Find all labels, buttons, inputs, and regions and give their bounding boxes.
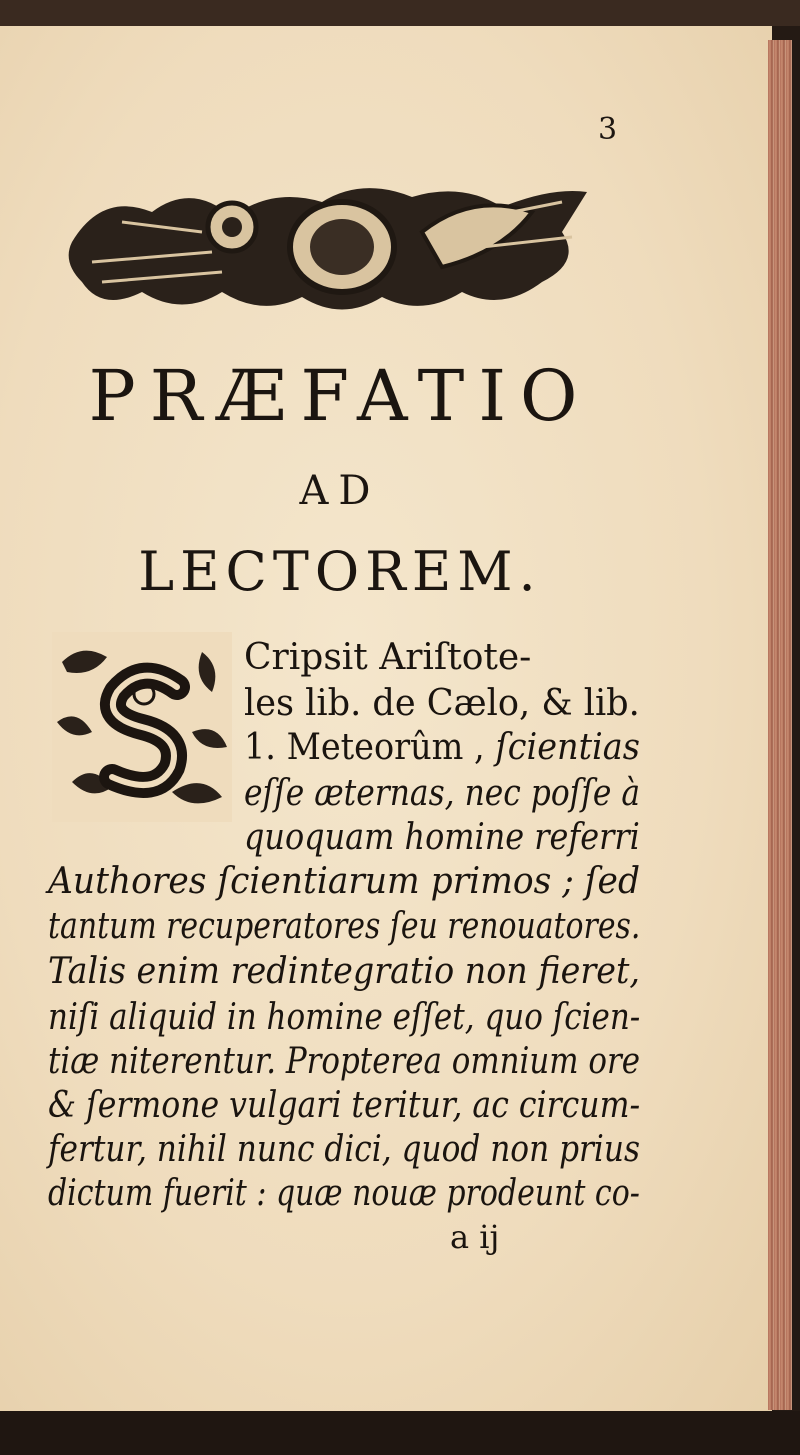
book-bottom-edge xyxy=(0,1411,800,1455)
text-line: tantum recuperatores ſeu renouatores. xyxy=(48,906,641,947)
subtitle-ad: AD xyxy=(299,468,381,514)
page-number: 3 xyxy=(598,112,618,147)
text-line: Talis enim redintegratio non fieret, xyxy=(48,951,640,992)
ornamental-headpiece xyxy=(62,172,594,322)
text-line: 1. Meteorûm , ſcientias xyxy=(244,727,640,768)
page-stack-edge xyxy=(768,40,792,1410)
text-line: niſi aliquid in homine eſſet, quo ſcien- xyxy=(48,997,641,1038)
text-line: quoquam homine referri xyxy=(244,817,640,858)
text-line: Cripsit Ariſtote- xyxy=(244,637,532,678)
text-line: eſſe æternas, nec poſſe à xyxy=(244,773,641,814)
text-line: Authores ſcientiarum primos ; ſed xyxy=(48,861,640,902)
text-line: les lib. de Cælo, & lib. xyxy=(244,683,640,724)
catchword-signature: a ij xyxy=(450,1218,500,1256)
text-line: & ſermone vulgari teritur, ac circum- xyxy=(48,1085,641,1126)
text-line: tiæ niterentur. Propterea omnium ore xyxy=(48,1041,641,1082)
subtitle-lectorem: LECTOREM. xyxy=(138,540,542,603)
text-line: dictum fuerit : quæ nouæ prodeunt co- xyxy=(48,1173,640,1214)
text-line: fertur, nihil nunc dici, quod non prius xyxy=(48,1129,640,1170)
decorated-initial-s-icon xyxy=(52,632,232,822)
book-top-edge xyxy=(0,0,800,26)
page-title: PRÆFATIO xyxy=(88,355,592,437)
